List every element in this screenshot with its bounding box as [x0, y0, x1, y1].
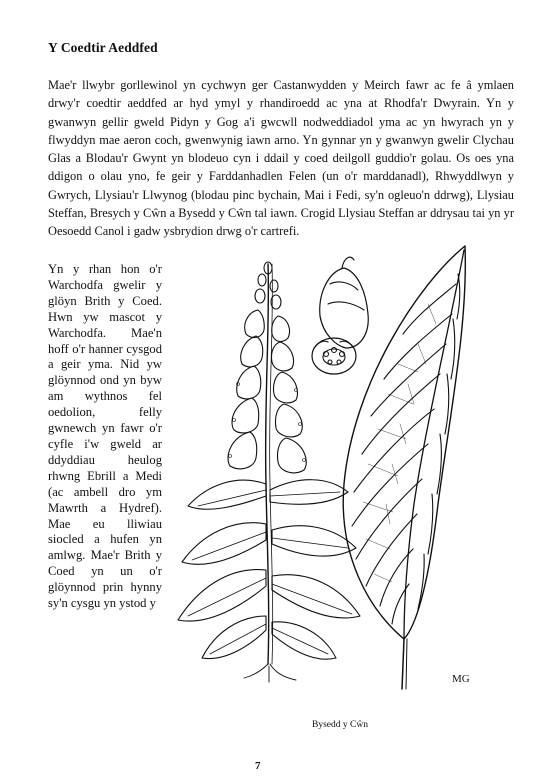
foxglove-illustration: [168, 244, 528, 694]
artist-signature: MG: [452, 673, 470, 685]
side-column-text: Yn y rhan hon o'r Warchodfa gwelir y glöyn Brith y Coed. Hwn yw mascot y Warchodfa. Mae'n hoff o'r hanner cysgod a geir yma. Nid yw glöynnod ond yn byw am wythnos fel oedolion, felly gwnewch yn fawr o'r cyfle i'w gweld ar ddyddiau heulog rhwng Ebrill a Medi (ac ambell dro ym Mawrth a Hydref). Mae eu lliwiau siocled a hufen yn amlwg. Mae'r Brith y Coed yn un o'r glöynnod prin hynny sy'n cysgu yn ystod y: [48, 262, 162, 611]
intro-paragraph: Mae'r llwybr gorllewinol yn cychwyn ger Castanwydden y Meirch fawr ac fe â ymlaen drwy'r coedtir aeddfed ar hyd ymyl y rhandiroedd ac yna at Rhodfa'r Dwyrain. Yn y gwanwyn gellir gweld Pidyn y Gog a'i gwcwll nodweddiadol yma ac yn hwyrach yn y flwyddyn mae aeron coch, gwenwynig iawn arno. Yn gynnar yn y gwanwyn gwelir Clychau Glas a Blodau'r Gwynt yn blodeuo cyn i ddail y coed deilgoll guddio'r golau. Os oes yna ddigon o olau yno, fe geir y Farddanhadlen Felen (un o'r marddanadl), Rhwyddlwyn y Gwrych, Llysiau'r Llwynog (blodau pinc bychain, Mai i Fedi, sy'n ogleuo'n ddrwg), Llysiau Steffan, Bresych y Cŵn a Bysedd y Cŵn tal iawn. Crogid Llysiau Steffan ar ddrysau tai yn yr Oesoedd Canol i gadw ysbrydion drwg o'r cartrefi.: [48, 78, 514, 239]
flower-detail-drawing: [312, 257, 368, 374]
foxglove-leaf-drawing: [343, 246, 465, 689]
section-heading: Y Coedtir Aeddfed: [48, 40, 158, 55]
illustration-caption: Bysedd y Cŵn: [312, 720, 368, 730]
page-number: 7: [255, 760, 261, 772]
